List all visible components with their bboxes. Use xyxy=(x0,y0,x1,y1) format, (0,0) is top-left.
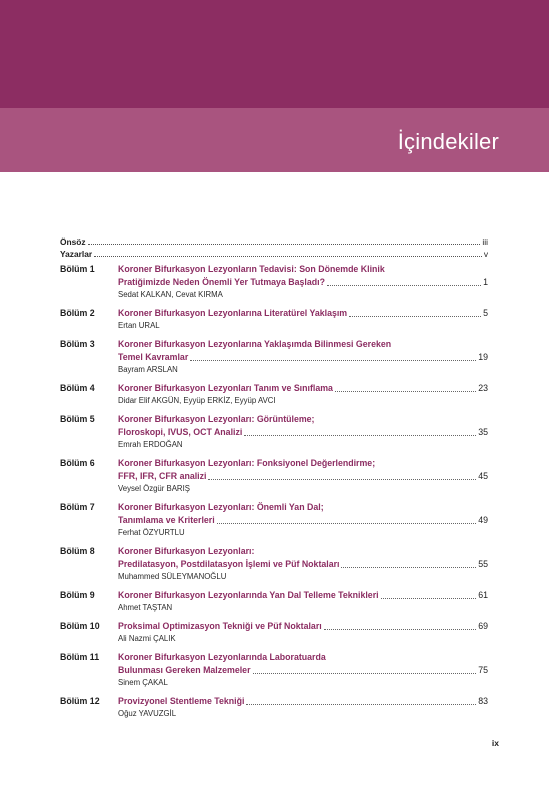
chapter-entry[interactable] xyxy=(60,651,488,688)
chapter-authors: Ahmet TAŞTAN xyxy=(118,603,173,612)
chapter-title-text: Proksimal Optimizasyon Tekniği ve Püf Noktaları xyxy=(118,621,322,631)
front-matter-label: Yazarlar xyxy=(60,249,93,259)
chapter-entry[interactable] xyxy=(60,695,488,719)
leader-dots xyxy=(349,316,481,317)
chapter-page: 61 xyxy=(478,590,488,600)
leader-dots xyxy=(327,285,481,286)
front-matter-page: v xyxy=(483,249,488,259)
chapter-title-text: Koroner Bifurkasyon Lezyonları: Önemli Yan Dal; xyxy=(118,502,324,512)
chapter-authors: Emrah ERDOĞAN xyxy=(118,440,183,449)
chapter-title-text: Koroner Bifurkasyon Lezyonlarına Yaklaşımda Bilinmesi Gereken xyxy=(118,339,392,349)
chapter-number: Bölüm 3 xyxy=(60,339,95,349)
chapter-title-line[interactable] xyxy=(118,470,488,483)
chapter-page: 83 xyxy=(478,696,488,706)
chapter-number: Bölüm 11 xyxy=(60,652,100,662)
chapter-page: 23 xyxy=(478,383,488,393)
chapter-authors: Muhammed SÜLEYMANOĞLU xyxy=(118,572,227,581)
front-matter-page: iii xyxy=(482,237,488,247)
chapter-body xyxy=(118,589,488,613)
chapter-page: 75 xyxy=(478,665,488,675)
page-title: İçindekiler xyxy=(397,129,499,154)
chapter-title-line[interactable] xyxy=(118,426,488,439)
chapter-authors: Veysel Özgür BARIŞ xyxy=(118,484,190,493)
chapter-title-text: Tanımlama ve Kriterleri xyxy=(118,515,215,525)
chapter-authors: Sinem ÇAKAL xyxy=(118,678,168,687)
leader-dots xyxy=(381,598,477,599)
chapter-body xyxy=(118,695,488,719)
chapter-number: Bölüm 8 xyxy=(60,546,95,556)
chapter-entry[interactable] xyxy=(60,413,488,450)
chapter-title-text: Koroner Bifurkasyon Lezyonlarına Literatürel Yaklaşım xyxy=(118,308,348,318)
chapter-entry[interactable] xyxy=(60,307,488,331)
chapter-title-line[interactable] xyxy=(118,307,488,320)
chapter-page: 55 xyxy=(478,559,488,569)
chapter-authors: Sedat KALKAN, Cevat KIRMA xyxy=(118,290,223,299)
leader-dots xyxy=(208,479,476,480)
chapter-number: Bölüm 7 xyxy=(60,502,95,512)
leader-dots xyxy=(246,704,476,705)
chapter-authors: Ertan URAL xyxy=(118,321,160,330)
chapter-title-text: Temel Kavramlar xyxy=(118,352,189,362)
chapter-title-line xyxy=(118,651,488,664)
chapter-title-text: Pratiğimizde Neden Önemli Yer Tutmaya Başladı? xyxy=(118,277,325,287)
chapter-body xyxy=(118,263,488,300)
chapter-number: Bölüm 2 xyxy=(60,308,95,318)
header-band-top xyxy=(0,0,549,108)
chapter-title-line xyxy=(118,338,488,351)
chapter-entry[interactable] xyxy=(60,338,488,375)
chapter-title-text: FFR, IFR, CFR analizi xyxy=(118,471,207,481)
chapter-entry[interactable] xyxy=(60,620,488,644)
chapter-authors: Oğuz YAVUZGİL xyxy=(118,709,177,718)
chapter-number: Bölüm 12 xyxy=(60,696,100,706)
chapter-page: 1 xyxy=(483,277,488,287)
chapter-authors: Ali Nazmi ÇALIK xyxy=(118,634,176,643)
front-matter-label: Önsöz xyxy=(60,237,86,247)
chapter-body xyxy=(118,457,488,494)
chapter-title-line xyxy=(118,501,488,514)
chapter-body xyxy=(118,307,488,331)
front-matter-entry[interactable] xyxy=(60,248,488,260)
chapter-number: Bölüm 4 xyxy=(60,383,95,393)
chapter-title-text: Bulunması Gereken Malzemeler xyxy=(118,665,251,675)
chapter-title-line xyxy=(118,413,488,426)
chapter-authors: Ferhat ÖZYURTLU xyxy=(118,528,185,537)
chapter-body xyxy=(118,382,488,406)
chapter-page: 5 xyxy=(483,308,488,318)
leader-dots xyxy=(94,256,482,257)
chapter-authors: Bayram ARSLAN xyxy=(118,365,178,374)
chapter-entry[interactable] xyxy=(60,457,488,494)
chapter-title-line[interactable] xyxy=(118,351,488,364)
chapter-title-text: Floroskopi, IVUS, OCT Analizi xyxy=(118,427,243,437)
chapter-title-line[interactable] xyxy=(118,276,488,289)
chapter-title-line[interactable] xyxy=(118,514,488,527)
chapter-title-line[interactable] xyxy=(118,558,488,571)
leader-dots xyxy=(341,567,476,568)
leader-dots xyxy=(190,360,476,361)
chapter-title-line xyxy=(118,263,488,276)
chapter-page: 35 xyxy=(478,427,488,437)
front-matter-entry[interactable] xyxy=(60,236,488,248)
chapter-page: 69 xyxy=(478,621,488,631)
chapter-entry[interactable] xyxy=(60,501,488,538)
chapter-entry[interactable] xyxy=(60,545,488,582)
chapter-title-line xyxy=(118,457,488,470)
chapter-entry[interactable] xyxy=(60,589,488,613)
chapter-page: 45 xyxy=(478,471,488,481)
leader-dots xyxy=(88,244,481,245)
chapter-title-text: Provizyonel Stentleme Tekniği xyxy=(118,696,245,706)
chapter-body xyxy=(118,545,488,582)
chapter-title-text: Koroner Bifurkasyon Lezyonlarında Yan Dal Telleme Teknikleri xyxy=(118,590,379,600)
chapter-title-line[interactable] xyxy=(118,620,488,633)
chapter-authors: Didar Elif AKGÜN, Eyyüp ERKİZ, Eyyüp AVCI xyxy=(118,396,276,405)
chapter-page: 19 xyxy=(478,352,488,362)
chapter-body xyxy=(118,620,488,644)
chapter-title-text: Koroner Bifurkasyon Lezyonlarında Laboratuarda xyxy=(118,652,326,662)
chapter-title-line[interactable] xyxy=(118,695,488,708)
chapter-number: Bölüm 9 xyxy=(60,590,95,600)
chapter-title-text: Koroner Bifurkasyon Lezyonları Tanım ve Sınıflama xyxy=(118,383,333,393)
chapter-body xyxy=(118,501,488,538)
chapter-title-text: Koroner Bifurkasyon Lezyonları: Fonksiyonel Değerlendirme; xyxy=(118,458,376,468)
chapter-number: Bölüm 10 xyxy=(60,621,100,631)
chapter-page: 49 xyxy=(478,515,488,525)
chapter-entry[interactable] xyxy=(60,263,488,300)
chapter-body xyxy=(118,413,488,450)
leader-dots xyxy=(244,435,476,436)
chapter-body xyxy=(118,651,488,688)
leader-dots xyxy=(335,391,476,392)
chapter-number: Bölüm 6 xyxy=(60,458,95,468)
chapter-entry[interactable] xyxy=(60,382,488,406)
leader-dots xyxy=(217,523,477,524)
chapter-title-text: Koroner Bifurkasyon Lezyonları: xyxy=(118,546,255,556)
chapter-title-line xyxy=(118,545,488,558)
chapter-title-text: Predilatasyon, Postdilatasyon İşlemi ve Püf Noktaları xyxy=(118,559,340,569)
chapter-number: Bölüm 1 xyxy=(60,264,95,274)
leader-dots xyxy=(253,673,477,674)
chapter-title-line[interactable] xyxy=(118,664,488,677)
chapter-number: Bölüm 5 xyxy=(60,414,95,424)
chapter-title-text: Koroner Bifurkasyon Lezyonları: Görüntüleme; xyxy=(118,414,315,424)
page-number: ix xyxy=(491,738,499,748)
leader-dots xyxy=(324,629,477,630)
chapter-title-line[interactable] xyxy=(118,589,488,602)
chapter-title-line[interactable] xyxy=(118,382,488,395)
chapter-body xyxy=(118,338,488,375)
chapter-title-text: Koroner Bifurkasyon Lezyonların Tedavisi: Son Dönemde Klinik xyxy=(118,264,385,274)
